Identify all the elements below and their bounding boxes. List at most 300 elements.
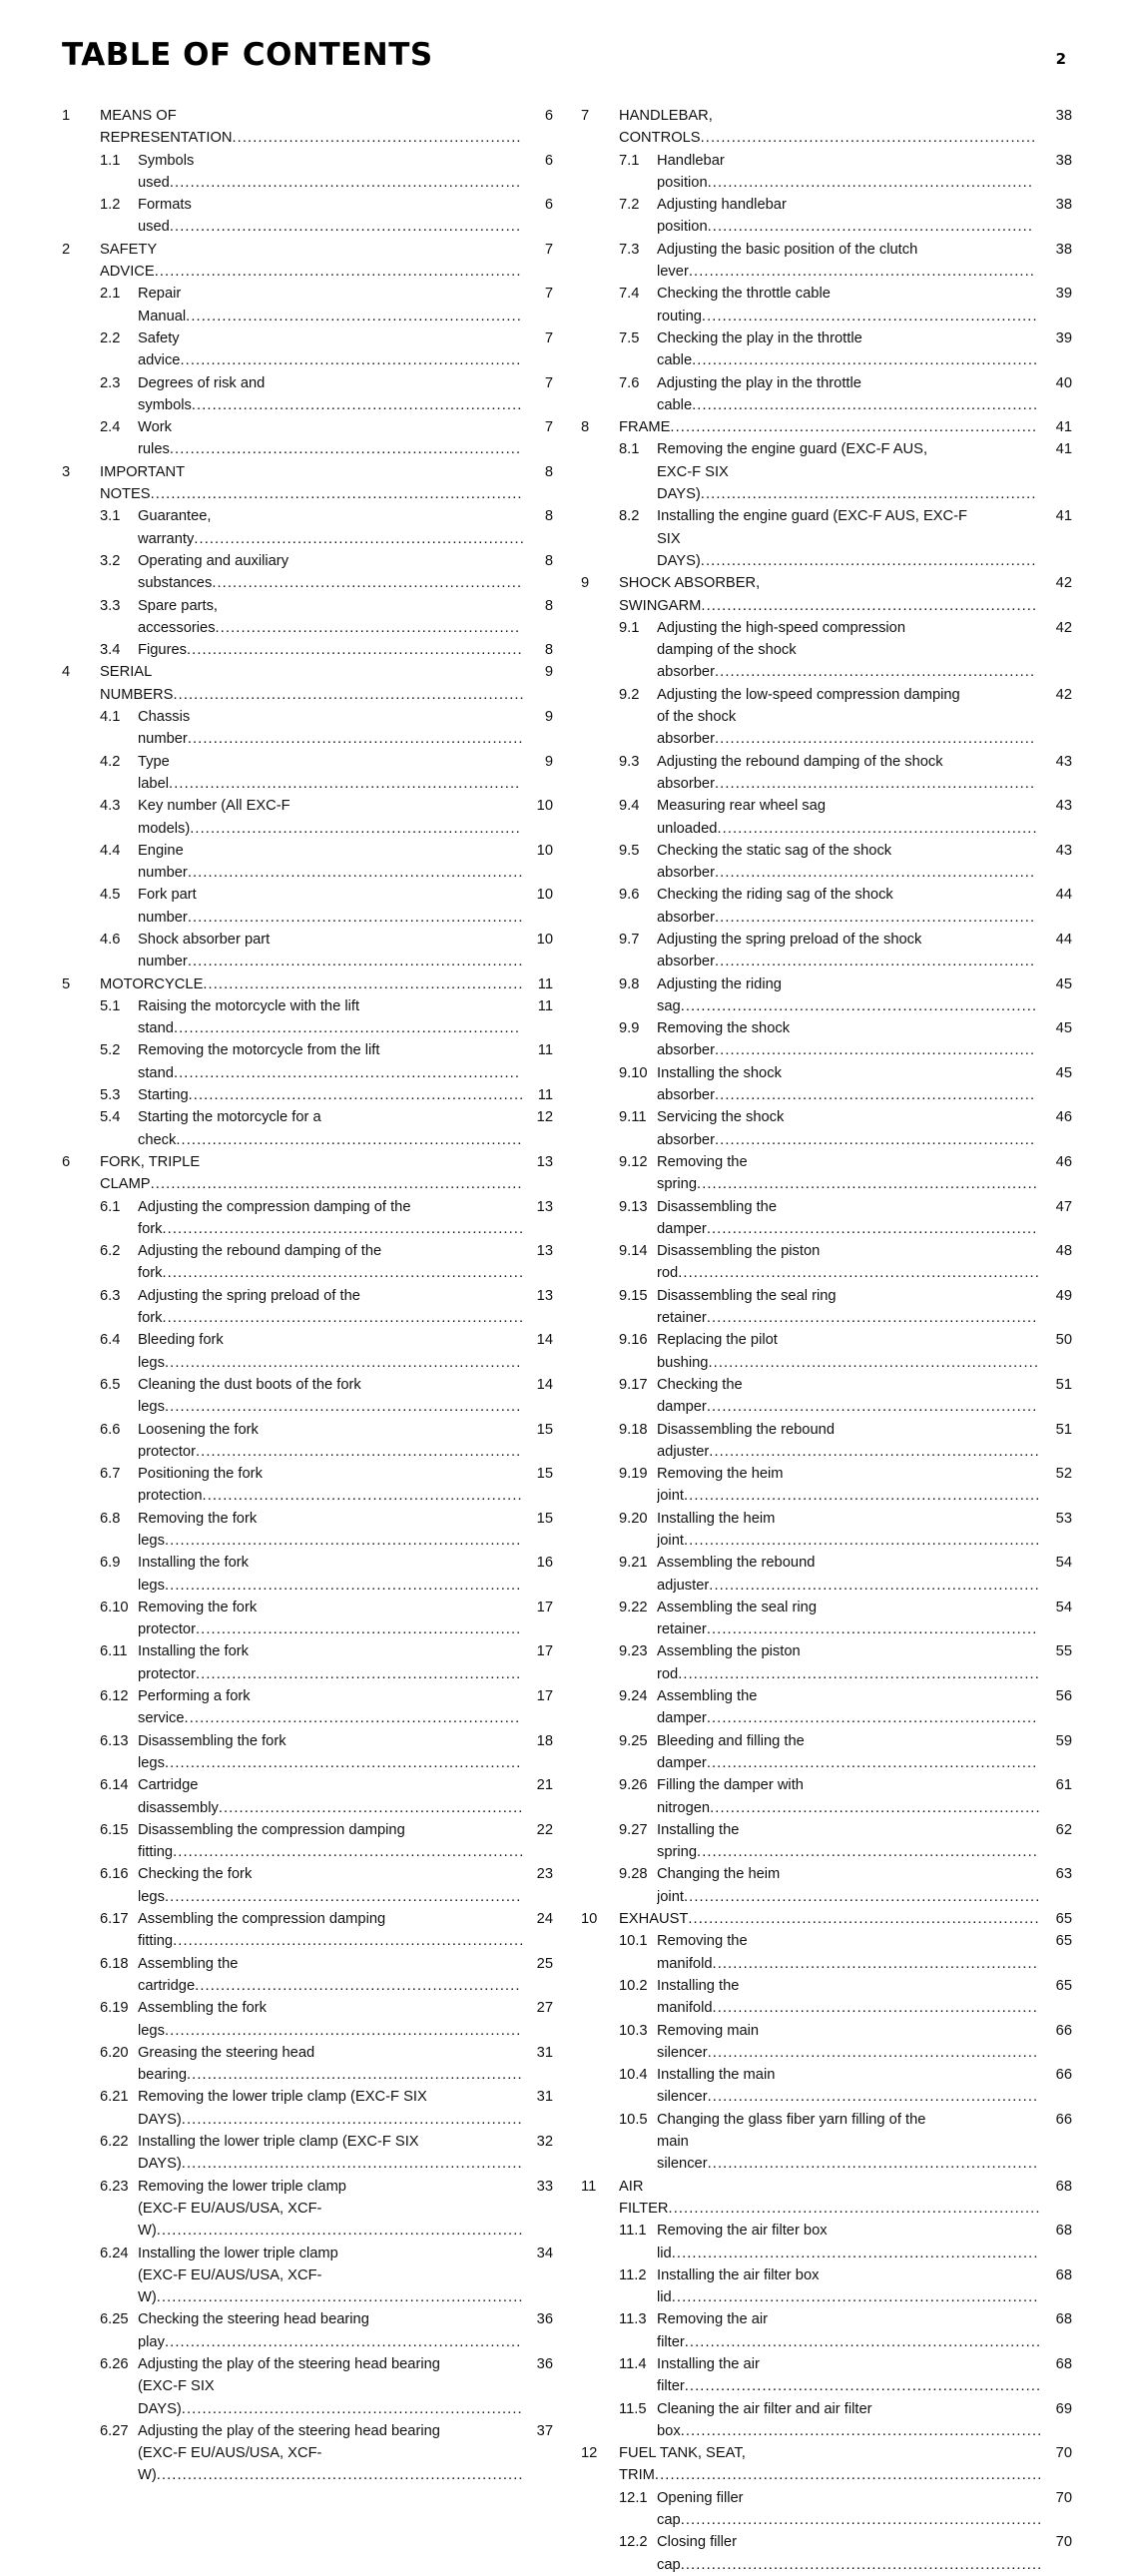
toc-entry[interactable] — [581, 1196, 1072, 1241]
toc-entry[interactable] — [581, 2308, 1072, 2353]
toc-entry-number: 7.4 — [619, 286, 640, 303]
toc-entry-title-text: Assembling the damper — [657, 1688, 758, 1727]
toc-entry-title — [657, 1374, 1046, 1419]
toc-entry[interactable] — [62, 1039, 553, 1084]
toc-entry-page: 6 — [544, 108, 553, 124]
toc-entry-title-text: FRAME — [619, 419, 671, 436]
toc-entry-title — [138, 550, 527, 595]
toc-entry-title-text: Cleaning the dust boots of the fork legs — [138, 1376, 361, 1416]
toc-columns — [62, 105, 1072, 2576]
toc-entry-number: 12 — [581, 2445, 598, 2462]
toc-entry-title-line: Disassembling the compression damping — [138, 1821, 405, 1838]
toc-entry[interactable] — [581, 1975, 1072, 2020]
toc-entry-number: 9.17 — [619, 1376, 648, 1393]
toc-entry-title-text: Disassembling the damper — [657, 1198, 778, 1237]
toc-entry[interactable] — [62, 751, 553, 796]
toc-leader-dots: ................................................................ — [706, 1710, 1038, 1727]
toc-entry[interactable] — [581, 327, 1072, 372]
toc-leader-dots: ...................................................................... — [162, 1265, 525, 1282]
toc-entry-title-line: Installing the lower triple clamp (EXC-F SIX — [138, 2134, 419, 2151]
toc-entry-title — [657, 1463, 1046, 1508]
toc-entry[interactable] — [581, 1597, 1072, 1641]
toc-entry[interactable] — [581, 684, 1072, 751]
toc-entry-title — [138, 1774, 527, 1819]
toc-entry-title-text: Servicing the shock absorber — [657, 1109, 785, 1148]
toc-entry-title-text: Checking the throttle cable routing — [657, 286, 831, 324]
toc-entry[interactable] — [62, 505, 553, 550]
toc-entry-page: 47 — [1055, 1198, 1072, 1215]
toc-entry[interactable] — [62, 795, 553, 840]
toc-entry[interactable] — [581, 2487, 1072, 2532]
toc-entry[interactable] — [62, 2420, 553, 2487]
toc-entry-title-text: Assembling the cartridge — [138, 1955, 239, 1994]
toc-entry[interactable] — [62, 884, 553, 929]
toc-entry-title-text: Removing the spring — [657, 1153, 748, 1193]
toc-entry[interactable] — [581, 105, 1072, 150]
toc-entry[interactable] — [581, 840, 1072, 885]
toc-entry[interactable] — [581, 751, 1072, 796]
toc-leader-dots: .............................................................. — [714, 865, 1036, 882]
toc-entry-title — [657, 973, 1046, 1018]
toc-leader-dots: ................................................................ — [707, 2044, 1039, 2061]
toc-leader-dots: ................................................................. — [701, 308, 1038, 324]
toc-entry[interactable] — [62, 1285, 553, 1330]
toc-entry[interactable] — [62, 105, 553, 150]
toc-entry-number: 11.3 — [619, 2311, 647, 2328]
toc-entry[interactable] — [62, 973, 553, 995]
toc-entry[interactable] — [581, 1774, 1072, 1819]
toc-entry-number: 3.2 — [100, 552, 121, 569]
toc-entry-number: 5 — [62, 975, 71, 992]
toc-entry[interactable] — [62, 2131, 553, 2176]
toc-entry-number: 9.14 — [619, 1243, 648, 1260]
toc-entry-title-text: Assembling the rebound adjuster — [657, 1555, 816, 1594]
toc-entry[interactable] — [581, 2442, 1072, 2487]
toc-entry-title — [138, 1997, 527, 2042]
toc-entry[interactable] — [581, 2109, 1072, 2176]
toc-entry-number: 2.4 — [100, 419, 121, 436]
toc-entry-number: 9.25 — [619, 1732, 648, 1749]
toc-entry-page: 24 — [536, 1911, 553, 1928]
toc-entry-page: 14 — [536, 1332, 553, 1349]
toc-entry[interactable] — [581, 973, 1072, 1018]
toc-leader-dots: ..................................................................... — [164, 1399, 522, 1416]
toc-entry-page: 41 — [1055, 419, 1072, 436]
toc-entry-title-line — [657, 261, 1042, 283]
toc-entry-title-text: Installing the heim joint — [657, 1510, 776, 1549]
toc-entry-title — [657, 1774, 1046, 1819]
toc-entry[interactable] — [62, 2243, 553, 2309]
toc-leader-dots: ...................................................................... — [678, 1265, 1040, 1282]
toc-entry-title — [657, 1329, 1046, 1374]
toc-entry[interactable] — [62, 2353, 553, 2420]
toc-entry[interactable] — [581, 239, 1072, 284]
toc-entry-title-text: IMPORTANT NOTES — [100, 463, 185, 503]
toc-leader-dots: ................................................................ — [194, 530, 525, 547]
toc-entry-title-text: SERIAL NUMBERS — [100, 664, 174, 703]
toc-entry[interactable] — [581, 1552, 1072, 1597]
toc-entry-page: 6 — [544, 152, 553, 169]
toc-entry-number: 11.1 — [619, 2223, 647, 2240]
toc-entry-title — [619, 1908, 1046, 1930]
toc-entry-title — [657, 1419, 1046, 1464]
toc-entry[interactable] — [581, 1819, 1072, 1864]
toc-entry-page: 54 — [1055, 1555, 1072, 1572]
toc-entry[interactable] — [581, 2176, 1072, 2221]
toc-entry-number: 7.6 — [619, 374, 640, 391]
toc-entry-number: 5.4 — [100, 1109, 121, 1126]
toc-entry[interactable] — [62, 1685, 553, 1730]
toc-entry[interactable] — [62, 1508, 553, 1553]
toc-entry-page: 9 — [544, 709, 553, 726]
toc-entry[interactable] — [62, 1106, 553, 1151]
toc-entry-title-text: Degrees of risk and symbols — [138, 374, 266, 413]
toc-entry-title — [657, 1285, 1046, 1330]
toc-entry-title-text: Shock absorber part number — [138, 931, 271, 970]
toc-entry[interactable] — [62, 550, 553, 595]
toc-entry[interactable] — [62, 2176, 553, 2243]
toc-entry-page: 7 — [544, 329, 553, 346]
toc-entry-title-text: Installing the main silencer — [657, 2067, 776, 2106]
toc-leader-dots: .................................................................. — [180, 352, 522, 369]
toc-entry[interactable] — [62, 1463, 553, 1508]
toc-entry-title-text: Repair Manual — [138, 286, 187, 324]
toc-entry-title-text: Removing the fork protector — [138, 1599, 258, 1638]
toc-entry-page: 48 — [1055, 1243, 1072, 1260]
toc-entry-title-cont: DAYS) — [138, 2111, 182, 2128]
toc-entry-number: 6.12 — [100, 1688, 129, 1705]
toc-entry[interactable] — [581, 2398, 1072, 2443]
toc-entry-title — [138, 840, 527, 885]
toc-entry-number: 6.5 — [100, 1376, 121, 1393]
toc-entry[interactable] — [62, 150, 553, 195]
toc-entry-title-text: Fork part number — [138, 887, 197, 926]
toc-entry-number: 6.3 — [100, 1287, 121, 1304]
toc-entry[interactable] — [62, 1819, 553, 1864]
toc-entry-title — [657, 1106, 1046, 1151]
toc-entry-title-text: Adjusting the riding sag — [657, 975, 782, 1014]
toc-entry-page: 44 — [1055, 887, 1072, 904]
toc-entry-title-line — [138, 2442, 523, 2487]
toc-entry-number: 9.9 — [619, 1020, 640, 1037]
toc-entry[interactable] — [581, 1419, 1072, 1464]
toc-entry[interactable] — [62, 1730, 553, 1775]
toc-entry[interactable] — [581, 1017, 1072, 1062]
toc-entry-page: 14 — [536, 1376, 553, 1393]
toc-entry-title — [619, 2176, 1046, 2221]
toc-entry-number: 1.2 — [100, 197, 121, 214]
toc-leader-dots: ................................................................. — [700, 486, 1037, 503]
toc-entry-title — [619, 416, 1046, 438]
toc-leader-dots: .................................................................... — [688, 1911, 1040, 1928]
toc-entry[interactable] — [62, 1196, 553, 1241]
toc-entry-title-cont: EXC-F SIX DAYS) — [657, 463, 729, 503]
toc-entry-page: 63 — [1055, 1866, 1072, 1883]
toc-entry[interactable] — [62, 194, 553, 239]
toc-entry[interactable] — [581, 572, 1072, 617]
toc-entry[interactable] — [62, 1374, 553, 1419]
toc-entry[interactable] — [581, 884, 1072, 929]
toc-entry-page: 31 — [536, 2089, 553, 2106]
toc-leader-dots: ............................................................... — [707, 174, 1034, 191]
toc-entry-title-text: Chassis number — [138, 709, 191, 748]
toc-leader-dots: ..................................................................... — [164, 2333, 522, 2350]
toc-entry-page: 53 — [1055, 1510, 1072, 1527]
toc-entry-number: 7.1 — [619, 152, 640, 169]
toc-entry[interactable] — [581, 2064, 1072, 2109]
toc-entry-title-text: SAFETY ADVICE — [100, 241, 157, 281]
toc-entry-page: 41 — [1055, 508, 1072, 525]
toc-entry[interactable] — [581, 1285, 1072, 1330]
toc-entry[interactable] — [581, 438, 1072, 505]
toc-entry-page: 55 — [1055, 1643, 1072, 1660]
toc-entry[interactable] — [581, 1062, 1072, 1107]
toc-entry-title-text: Removing the manifold — [657, 1933, 748, 1972]
toc-entry-title — [138, 706, 527, 751]
toc-leader-dots: ................................................................. — [187, 2067, 523, 2084]
toc-entry-title-text: Greasing the steering head bearing — [138, 2044, 315, 2084]
toc-entry[interactable] — [62, 239, 553, 284]
toc-leader-dots: ................................................................ — [707, 2089, 1039, 2106]
toc-entry-number: 12.2 — [619, 2534, 648, 2551]
toc-entry[interactable] — [62, 2042, 553, 2087]
toc-entry-number: 6.19 — [100, 2000, 129, 2017]
toc-entry-title-text: Checking the play in the throttle cable — [657, 329, 862, 369]
toc-entry[interactable] — [581, 1640, 1072, 1685]
toc-entry[interactable] — [62, 1084, 553, 1106]
toc-entry[interactable] — [62, 1863, 553, 1908]
toc-entry[interactable] — [581, 617, 1072, 684]
toc-leader-dots: ................................................................... — [176, 1131, 523, 1148]
toc-entry-title — [138, 1640, 527, 1685]
toc-entry-title-text: Installing the air filter box lid — [657, 2266, 820, 2306]
toc-entry-page: 36 — [536, 2311, 553, 2328]
toc-leader-dots: ................................................................ — [706, 1220, 1038, 1237]
toc-entry-title-text: Installing the spring — [657, 1821, 740, 1861]
toc-entry-number: 8 — [581, 419, 590, 436]
toc-entry-title-cont: fitting — [138, 1844, 174, 1861]
toc-leader-dots: .............................................................. — [714, 909, 1036, 926]
toc-entry-page: 40 — [1055, 374, 1072, 391]
toc-entry-title-text: HANDLEBAR, CONTROLS — [619, 108, 713, 147]
toc-entry-title-cont: DAYS) — [138, 2156, 182, 2173]
toc-entry-title-text: Formats used — [138, 197, 192, 236]
toc-leader-dots: ..................................................................... — [680, 997, 1038, 1014]
toc-entry[interactable] — [62, 1774, 553, 1819]
toc-entry-title — [657, 327, 1046, 372]
toc-entry-number: 6.6 — [100, 1421, 121, 1438]
toc-entry[interactable] — [581, 2020, 1072, 2065]
toc-entry[interactable] — [62, 283, 553, 327]
toc-entry[interactable] — [581, 1863, 1072, 1908]
toc-entry-title — [138, 2353, 527, 2420]
toc-entry-title-text: Adjusting handlebar position — [657, 197, 787, 236]
toc-entry[interactable] — [62, 1640, 553, 1685]
toc-entry-title — [138, 995, 527, 1040]
toc-entry-title — [657, 505, 1046, 572]
toc-entry-title-text: Checking the fork legs — [138, 1866, 253, 1905]
toc-entry-title-line: Removing the lower triple clamp (EXC-F SIX — [138, 2089, 427, 2106]
toc-leader-dots: .............................................................. — [714, 1131, 1036, 1148]
toc-leader-dots: ................................................................. — [701, 597, 1038, 614]
toc-entry-page: 10 — [536, 931, 553, 948]
toc-entry-number: 3.1 — [100, 508, 121, 525]
toc-entry-number: 9.5 — [619, 842, 640, 859]
toc-entry-title — [657, 1508, 1046, 1553]
toc-entry-page: 16 — [536, 1555, 553, 1572]
toc-entry-page: 45 — [1055, 1020, 1072, 1037]
toc-entry-page: 39 — [1055, 329, 1072, 346]
toc-entry[interactable] — [62, 595, 553, 640]
toc-entry-title — [657, 1196, 1046, 1241]
toc-leader-dots: ..................................................................... — [164, 1533, 522, 1549]
toc-entry-page: 9 — [544, 664, 553, 681]
toc-entry[interactable] — [581, 416, 1072, 438]
toc-entry-title — [138, 1552, 527, 1597]
toc-entry[interactable] — [62, 639, 553, 661]
toc-entry-title — [657, 1062, 1046, 1107]
toc-entry[interactable] — [581, 1930, 1072, 1975]
toc-entry[interactable] — [581, 929, 1072, 973]
toc-entry-number: 9.2 — [619, 686, 640, 703]
toc-entry[interactable] — [62, 1329, 553, 1374]
toc-leader-dots: ........................................................................ — [150, 1176, 523, 1193]
toc-entry[interactable] — [581, 1374, 1072, 1419]
toc-entry-page: 68 — [1055, 2311, 1072, 2328]
toc-entry-page: 10 — [536, 842, 553, 859]
toc-leader-dots: .................................................................. — [697, 1176, 1038, 1193]
toc-entry[interactable] — [581, 1508, 1072, 1553]
toc-entry[interactable] — [581, 2220, 1072, 2264]
toc-entry[interactable] — [62, 929, 553, 973]
toc-entry[interactable] — [62, 1552, 553, 1597]
toc-entry[interactable] — [62, 1997, 553, 2042]
toc-entry[interactable] — [581, 1463, 1072, 1508]
toc-entry[interactable] — [581, 795, 1072, 840]
toc-entry-title-text: Starting — [138, 1087, 189, 1104]
toc-entry[interactable] — [62, 1419, 553, 1464]
toc-entry-title-line — [138, 2264, 523, 2309]
toc-entry-title — [138, 1730, 527, 1775]
toc-entry[interactable] — [62, 1908, 553, 1953]
toc-entry-title-text: Adjusting the play in the throttle cable — [657, 374, 861, 413]
toc-entry-number: 11 — [581, 2178, 597, 2195]
toc-entry[interactable] — [581, 1329, 1072, 1374]
toc-entry-title-cont: main silencer — [657, 2134, 708, 2173]
toc-leader-dots: ....................................................................... — [156, 2223, 524, 2240]
toc-entry-page: 68 — [1055, 2355, 1072, 2372]
toc-entry[interactable] — [62, 461, 553, 506]
toc-entry-page: 45 — [1055, 1064, 1072, 1081]
toc-leader-dots: .................................................................. — [697, 1844, 1038, 1861]
toc-entry-page: 13 — [536, 1153, 553, 1170]
toc-entry-number: 6.13 — [100, 1732, 129, 1749]
toc-entry[interactable] — [62, 2308, 553, 2353]
toc-entry[interactable] — [62, 1953, 553, 1998]
toc-entry-number: 2.1 — [100, 286, 121, 303]
toc-entry-title — [657, 2220, 1046, 2264]
toc-entry[interactable] — [581, 1685, 1072, 1730]
toc-entry-title — [657, 795, 1046, 840]
toc-entry[interactable] — [581, 283, 1072, 327]
toc-entry[interactable] — [62, 706, 553, 751]
toc-entry-title — [138, 2420, 527, 2487]
toc-entry[interactable] — [62, 1151, 553, 1196]
toc-entry[interactable] — [62, 1597, 553, 1641]
toc-entry-title — [138, 1196, 527, 1241]
toc-entry[interactable] — [581, 194, 1072, 239]
toc-entry-title — [138, 639, 527, 661]
toc-entry-title-text: Closing filler cap — [657, 2534, 737, 2573]
toc-entry-title — [657, 929, 1046, 973]
toc-leader-dots: ................................................................... — [173, 1020, 521, 1037]
toc-entry-number: 6 — [62, 1153, 71, 1170]
toc-entry-page: 54 — [1055, 1599, 1072, 1615]
toc-entry-title-line — [138, 2198, 523, 2243]
toc-entry[interactable] — [62, 995, 553, 1040]
toc-entry[interactable] — [581, 2353, 1072, 2398]
toc-entry-title — [657, 1863, 1046, 1908]
toc-entry-page: 59 — [1055, 1732, 1072, 1749]
toc-entry[interactable] — [62, 840, 553, 885]
toc-entry-title-line — [138, 1218, 523, 1240]
toc-entry-title-cont: (EXC-F EU/AUS/USA, XCF-W) — [138, 2200, 322, 2240]
toc-entry-title-text: SHOCK ABSORBER, SWINGARM — [619, 575, 761, 614]
toc-leader-dots: .............................................................. — [714, 775, 1036, 792]
toc-entry-page: 68 — [1055, 2178, 1072, 2195]
toc-entry[interactable] — [581, 2264, 1072, 2309]
toc-entry-page: 31 — [536, 2044, 553, 2061]
toc-entry-title — [138, 1240, 527, 1285]
toc-entry[interactable] — [62, 416, 553, 461]
toc-entry-number: 6.26 — [100, 2355, 129, 2372]
toc-entry-number: 8.2 — [619, 508, 640, 525]
toc-entry-number: 6.4 — [100, 1332, 121, 1349]
toc-entry-title-line — [657, 951, 1042, 972]
toc-entry-title-cont: absorber — [657, 775, 715, 792]
toc-entry[interactable] — [62, 327, 553, 372]
toc-entry[interactable] — [62, 2086, 553, 2131]
toc-entry[interactable] — [62, 1240, 553, 1285]
toc-entry[interactable] — [62, 372, 553, 417]
toc-entry[interactable] — [581, 372, 1072, 417]
toc-entry-number: 6.8 — [100, 1510, 121, 1527]
toc-entry-title-cont: SIX DAYS) — [657, 530, 701, 569]
toc-entry-number: 9.18 — [619, 1421, 648, 1438]
toc-entry[interactable] — [581, 1151, 1072, 1196]
toc-leader-dots: ............................................................ — [212, 575, 523, 592]
toc-entry-page: 7 — [544, 374, 553, 391]
toc-entry[interactable] — [581, 1908, 1072, 1930]
toc-entry[interactable] — [581, 505, 1072, 572]
toc-entry-title-text: Loosening the fork protector — [138, 1421, 259, 1460]
toc-entry[interactable] — [581, 1240, 1072, 1285]
toc-entry[interactable] — [581, 2531, 1072, 2576]
toc-entry[interactable] — [581, 150, 1072, 195]
toc-entry-title-cont: (EXC-F EU/AUS/USA, XCF-W) — [138, 2445, 322, 2484]
toc-entry-title-text: Disassembling the rebound adjuster — [657, 1421, 835, 1460]
toc-entry-title-text: Installing the fork protector — [138, 1643, 250, 1682]
page-title: TABLE OF CONTENTS — [62, 37, 433, 73]
toc-entry-title — [138, 1908, 527, 1953]
toc-leader-dots: ................................................................. — [187, 731, 524, 748]
toc-entry[interactable] — [581, 1106, 1072, 1151]
toc-entry[interactable] — [581, 1730, 1072, 1775]
toc-entry-title-text: Removing the air filter — [657, 2311, 769, 2350]
toc-entry[interactable] — [62, 661, 553, 706]
toc-leader-dots: ................................................................... — [692, 396, 1039, 413]
toc-entry-title-text: Cartridge disassembly — [138, 1777, 219, 1816]
